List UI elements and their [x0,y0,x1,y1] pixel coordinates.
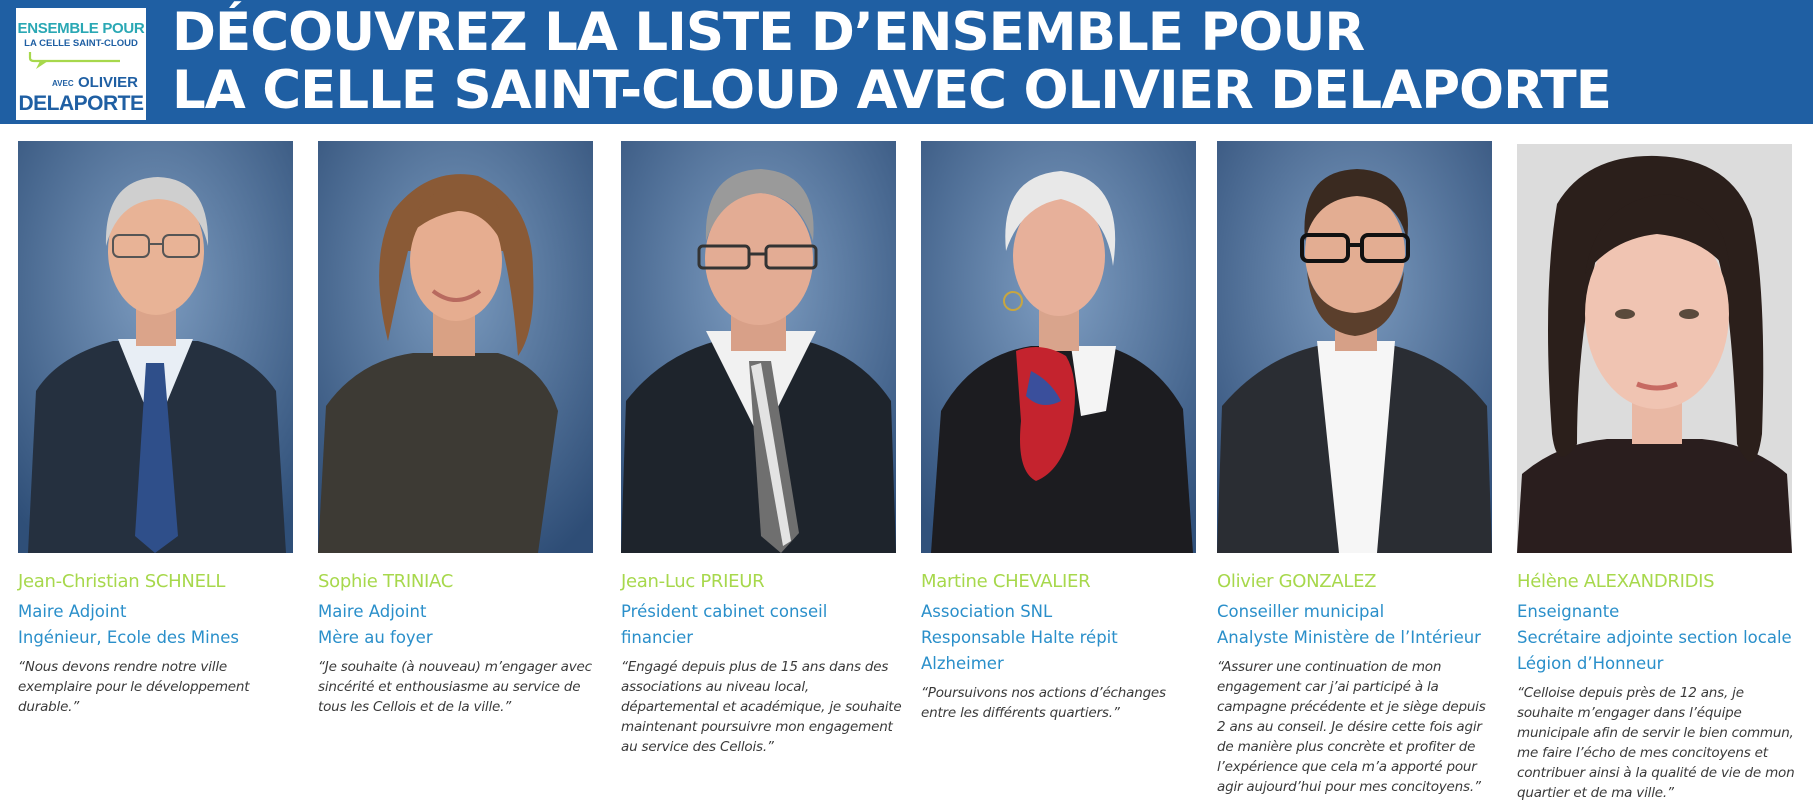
title-line-1: DÉCOUVREZ LA LISTE D’ENSEMBLE POUR [172,2,1365,63]
member-role: Alzheimer [921,654,1004,673]
member-name: Olivier GONZALEZ [1217,571,1377,592]
quote-line: exemplaire pour le développement [18,679,250,695]
member-name: Sophie TRINIAC [318,571,454,592]
member-roles [1517,599,1813,677]
member-roles [621,599,921,651]
member-role: Responsable Halte répit [921,628,1118,647]
member-photo [1517,144,1792,553]
member-role: Légion d’Honneur [1517,654,1664,673]
quote-line: “Poursuivons nos actions d’échanges [921,685,1166,701]
quote-line: de manière plus concrète et profiter de [1217,739,1476,755]
quote-line: contribuer ainsi à la qualité de vie de mon [1517,765,1795,781]
logo-line-2: LA CELLE SAINT-CLOUD [24,38,138,49]
member-photo [921,141,1196,553]
member-role: Ingénieur, Ecole des Mines [18,628,239,647]
quote-line: “Engagé depuis plus de 15 ans dans des [621,659,889,675]
logo-line-1: ENSEMBLE POUR [17,20,145,37]
quote-line: entre les différents quartiers.” [921,705,1120,721]
quote-line: durable.” [18,699,80,715]
member-role: financier [621,628,694,647]
quote-line: l’expérience que cela m’a apporté pour [1217,759,1477,775]
quote-line: associations au niveau local, [621,679,810,695]
quote-line: sincérité et enthousiasme au service de [318,679,581,695]
member-roles [1217,599,1517,651]
quote-line: “Nous devons rendre notre ville [18,659,227,675]
quote-line: 2 ans au conseil. Je désire cette fois agir [1217,719,1482,735]
quote-line: me faire l’écho de mes concitoyens et [1517,745,1768,761]
quote-line: maintenant poursuivre mon engagement [621,719,893,735]
member-quote [921,683,1221,723]
title-line-2: LA CELLE SAINT-CLOUD AVEC OLIVIER DELAPORTE [172,60,1611,121]
quote-line: campagne précédente et je siège depuis [1217,699,1486,715]
quote-line: quartier et de ma ville.” [1517,785,1674,801]
quote-line: “Je souhaite (à nouveau) m’engager avec [318,659,592,675]
quote-line: municipale afin de servir le bien commun, [1517,725,1794,741]
member-role: Association SNL [921,602,1053,621]
quote-line: au service des Cellois.” [621,739,774,755]
member-roles [318,599,618,651]
member-role: Mère au foyer [318,628,433,647]
quote-line: “Celloise depuis près de 12 ans, je [1517,685,1744,701]
member-roles [18,599,318,651]
member-quote [621,657,921,757]
logo-avec: AVEC [52,79,74,88]
member-name: Martine CHEVALIER [921,571,1091,592]
speech-bubble-icon [26,50,126,70]
member-photo [1217,141,1492,553]
member-quote [318,657,618,717]
member-role: Conseiller municipal [1217,602,1385,621]
logo-line-4: DELAPORTE [18,92,144,115]
campaign-logo [16,8,146,120]
member-role: Président cabinet conseil [621,602,828,621]
quote-line: agir aujourd’hui pour mes concitoyens.” [1217,779,1481,795]
member-role: Enseignante [1517,602,1620,621]
quote-line: “Assurer une continuation de mon [1217,659,1442,675]
logo-line-3: OLIVIER [78,74,139,91]
quote-line: engagement car j’ai participé à la [1217,679,1439,695]
member-photo [621,141,896,553]
quote-line: souhaite m’engager dans l’équipe [1517,705,1742,721]
member-photo [318,141,593,553]
member-name: Jean-Christian SCHNELL [18,571,226,592]
member-roles [921,599,1221,677]
member-photo [18,141,293,553]
page-title [172,4,1611,120]
member-quote [18,657,318,717]
member-quote [1517,683,1813,803]
quote-line: tous les Cellois et de la ville.” [318,699,511,715]
member-role: Maire Adjoint [318,602,427,621]
member-name: Jean-Luc PRIEUR [621,571,765,592]
member-name: Hélène ALEXANDRIDIS [1517,571,1715,592]
quote-line: départemental et académique, je souhaite [621,699,902,715]
member-role: Secrétaire adjointe section locale [1517,628,1792,647]
member-role: Maire Adjoint [18,602,127,621]
member-role: Analyste Ministère de l’Intérieur [1217,628,1481,647]
header-banner [0,0,1813,124]
member-quote [1217,657,1517,797]
